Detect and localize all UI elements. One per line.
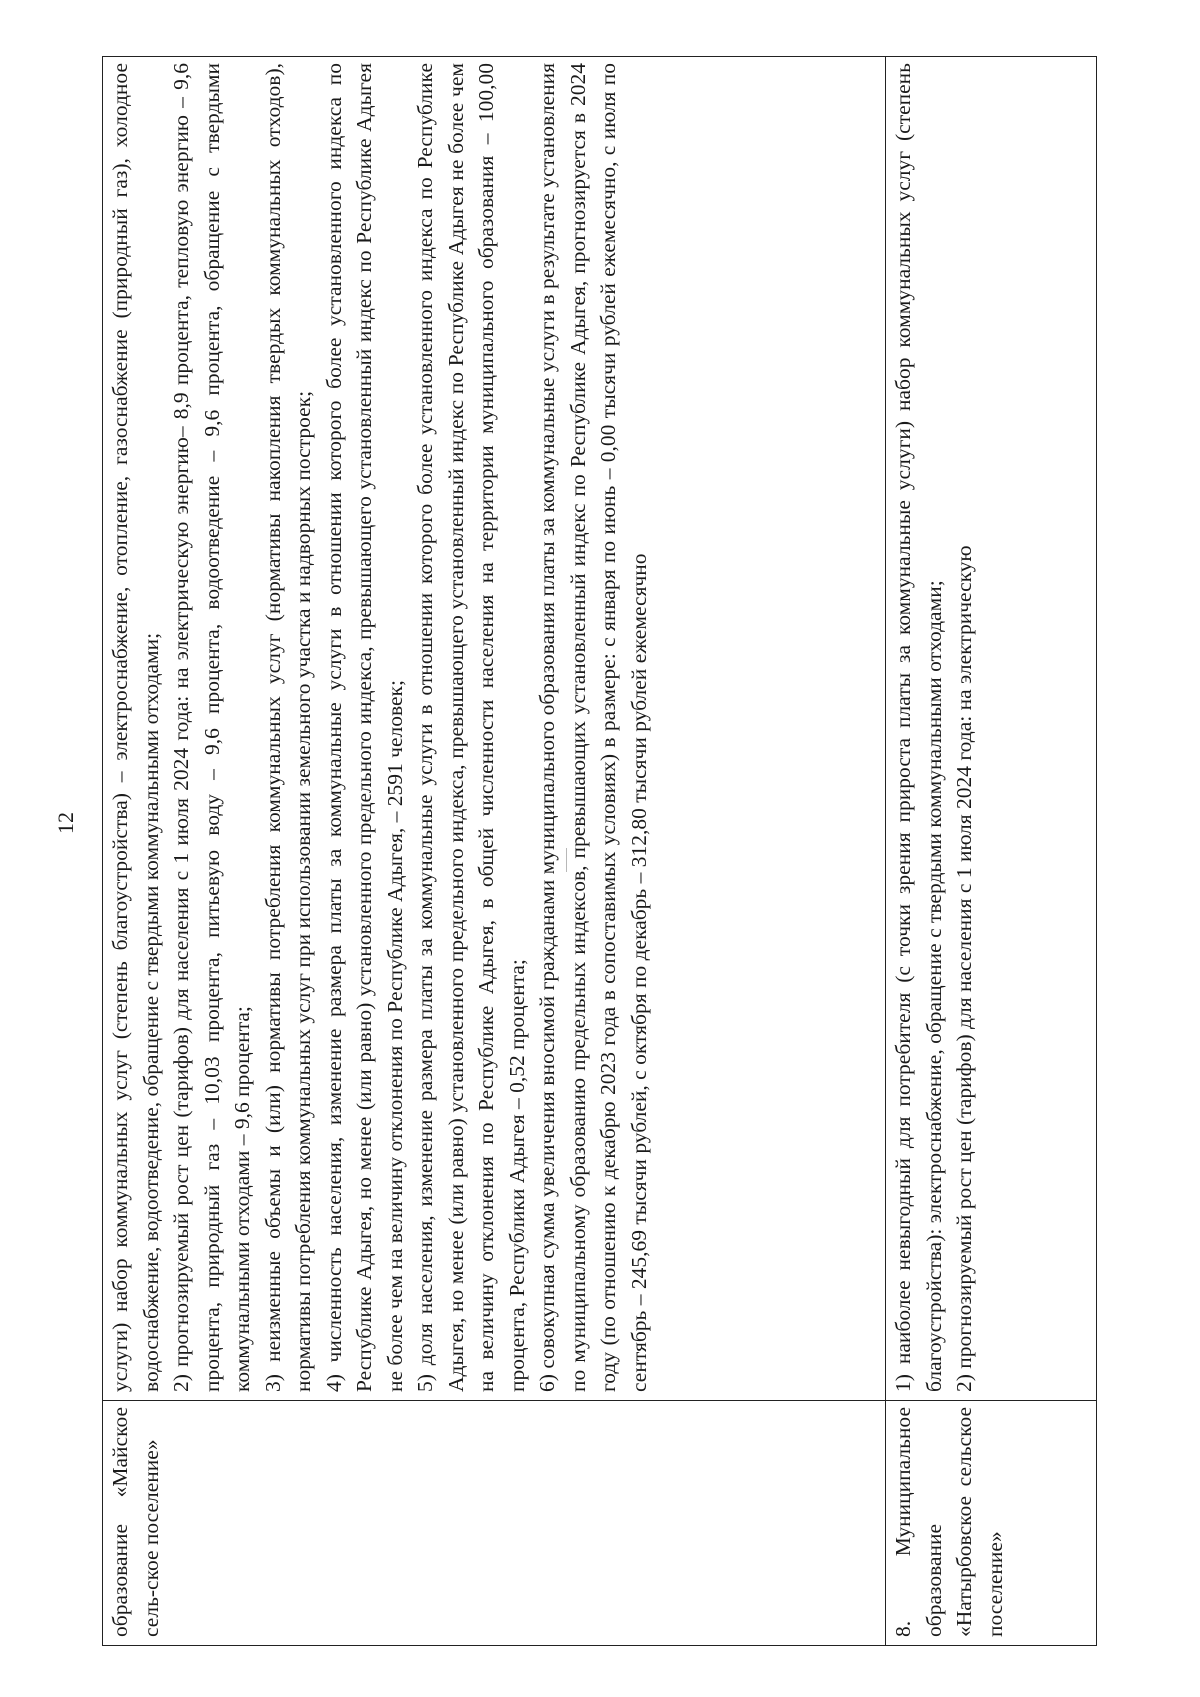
- list-item: услуги) набор коммунальных услуг (степень благоустройства) – электроснабжение, отопление, газоснабжение (природный газ), холодное водоснабжение, водоотведение, обращение с твердыми коммунальными отходами;: [108, 63, 163, 1392]
- municipality-name: образование «Майское сель-ское поселение»: [108, 1407, 163, 1637]
- description-cell: [886, 57, 1097, 1401]
- municipality-name-cell: [886, 1401, 1097, 1646]
- page-number: 12: [53, 812, 78, 834]
- list-item: 2) прогнозируемый рост цен (тарифов) для населения с 1 июля 2024 года: на электрическую энергию– 8,9 процента, тепловую энергию – 9,6 процента, природный газ – 10,03 процента, питьевую воду – 9,6 процента, водоотведение – 9,6 процента, обращение с твердыми коммунальными отходами – 9,6 процента;: [169, 63, 254, 1392]
- list-item: 2) прогнозируемый рост цен (тарифов) для населения с 1 июля 2024 года: на электрическую: [952, 545, 976, 1392]
- list-item: 6) совокупная сумма увеличения вносимой гражданами муниципального образования платы за коммунальные услуги в результате установления по муниципальному образованию предельных индексов, превышающих установленный индекс по Республике Адыгея, прогнозируется в 2024 году (по отношению к декабрю 2023 года в сопоставимых условиях) в размере: с января по июнь – 0,00 тысячи рублей ежемесячно, с июля по сентябрь – 245,69 тысячи рублей, с октября по декабрь – 312,80 тысячи рублей ежемесячно: [535, 63, 651, 1392]
- rotated-table-container: [102, 56, 1092, 1646]
- list-item: 4) численность населения, изменение размера платы за коммунальные услуги в отношении которого более установленного индекса по Республике Адыгея, но менее (или равно) установленного предельного индекса, превышающего установленный индекс по Республике Адыгея не более чем на величину отклонения по Республике Адыгея, – 2591 человек;: [321, 63, 407, 1392]
- list-item: 5) доля населения, изменение размера платы за коммунальные услуги в отношении которого более установленного индекса по Республике Адыгея, но менее (или равно) установленного предельного индекса, превышающего установленный индекс по Республике Адыгея не более чем на величину отклонения по Республике Адыгея, в общей численности населения на территории муниципального образования – 100,00 процента, Республики Адыгея – 0,52 процента;: [413, 63, 529, 1392]
- table-row: [103, 57, 886, 1646]
- municipality-name-cell: [103, 1401, 886, 1646]
- list-item: 1) наиболее невыгодный для потребителя (с точки зрения прироста платы за коммунальные услуги) набор коммунальных услуг (степень благоустройства): электроснабжение, обращение с твердыми коммунальными отходами;: [891, 63, 946, 1392]
- list-item: 3) неизменные объемы и (или) нормативы потребления коммунальных услуг (нормативы накопления твердых коммунальных отходов), нормативы потребления коммунальных услуг при использовании земельного участка и надворных построек;: [260, 63, 315, 1392]
- document-table: [102, 56, 1097, 1646]
- table-row: [886, 57, 1097, 1646]
- municipality-name: 8. Муниципальное образование «Натырбовское сельское поселение»: [891, 1407, 1007, 1637]
- description-cell: [103, 57, 886, 1401]
